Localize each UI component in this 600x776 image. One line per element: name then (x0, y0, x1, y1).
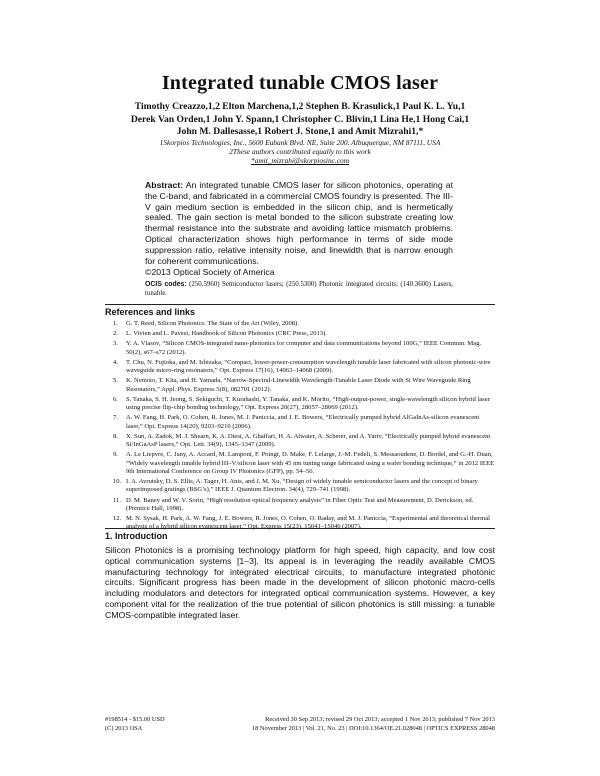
author-line: John M. Dallesasse,1 Robert J. Stone,1 and Amit Mizrahi1,* (176, 126, 424, 137)
reference-item: 6. S. Tanaka, S. H. Jeong, S. Sekiguchi, T. Kurahashi, Y. Tanaka, and K. Morito, “High-output-power, single-wavelength silicon hybrid laser using precise flip-chip bonding technology,” Opt. Express 20(27), 28057–28069 (2012). (113, 395, 490, 412)
affiliation-line: 1Skorpios Technologies, Inc., 5600 Eubank Blvd. NE, Suite 200, Albuquerque, NM 87111, USA (159, 138, 441, 147)
affiliations (100, 138, 500, 166)
reference-item: 11. D. M. Baney and W. V. Sorin, “High resolution optical frequency analysis” in Fiber Optic Test and Measurement, D. Derickson, ed. (Prentice Hall, 1998). (113, 496, 474, 512)
reference-item: 9. A. Le Liepvre, C. Jany, A. Accard, M. Lamponi, F. Poingt, D. Make, F. Lelarge, J.-M. Fedeli, S. Messaoudene, D. Bordel, and G.-H. Duan, “Widely wavelength tunable hybrid III–V/silicon laser with 45 nm tuning range fabricated using a wafer bonding technique,” in 2012 IEEE 9th International Conference on Group IV Photonics (GFP), pp. 54–56. (113, 451, 495, 475)
osa-copyright: (C) 2013 OSA (105, 725, 143, 732)
ocis-codes (145, 281, 453, 298)
article-number: #198514 - $15.00 USD (105, 716, 165, 723)
reference-item: 4. T. Chu, N. Fujioka, and M. Ishizaka, “Compact, lower-power-consumption wavelength tunable laser fabricated with silicon photonic-wire waveguide micro-ring resonators,” Opt. Express 17(16), 14063–14068 (2009). (113, 358, 491, 375)
ocis-text: (250.5960) Semiconductor lasers; (250.5300) Photonic integrated circuits; (140.3600) Lasers, tunable. (145, 281, 453, 297)
journal-citation: 18 November 2013 | Vol. 21, No. 23 | DOI:10.1364/OE.21.028048 | OPTICS EXPRESS 28048 (251, 725, 495, 732)
author-line: Timothy Creazzo,1,2 Elton Marchena,1,2 Stephen B. Krasulick,1 Paul K. L. Yu,1 (134, 101, 466, 112)
reference-item: 1. G. T. Reed, Silicon Photonics: The State of the Art (Wiley, 2008). (113, 320, 299, 327)
reference-item: 2. L. Vivien and L. Pavesi, Handbook of Silicon Photonics (CRC Press, 2013). (113, 330, 327, 338)
author-list (110, 101, 490, 139)
reference-list (105, 320, 495, 534)
copyright-notice: ©2013 Optical Society of America (145, 267, 275, 277)
references-heading: References and links (105, 307, 196, 317)
reference-item: 10. I. A. Avrutsky, D. S. Ellis, A. Tager, H. Anis, and J. M. Xu, “Design of widely tunable semiconductor lasers and the concept of binary superimposed gratings (BSG’s),” IEEE J. Quantum Electron. 34(4), 729–741 (1998). (113, 478, 478, 494)
author-line: Derek Van Orden,1 John Y. Spann,1 Christopher C. Blivin,1 Lina He,1 Hong Cai,1 (130, 113, 470, 125)
section-divider (105, 528, 495, 529)
paper-title: Integrated tunable CMOS laser (161, 72, 439, 94)
abstract (145, 180, 453, 266)
abstract-label: Abstract: (145, 180, 184, 190)
introduction-text: Silicon Photonics is a promising technology platform for high speed, high capacity, and low cost optical communication systems [1–3]. Its appeal is in leveraging the readily available CMOS manufacturing technology for integrated electrical circuits, to manufacture integrated photonic circuits. Significant progress has been made in the development of silicon photonic macro-cells including modulators and detectors for integrated optical communication systems. However, a key component vital for the realization of the true potential of silicon photonics is still missing: a tunable CMOS-compatible integrated laser. (105, 545, 495, 620)
affiliation-note: 2These authors contributed equally to this work (229, 147, 371, 157)
introduction-heading: 1. Introduction (105, 531, 168, 541)
reference-item: 8. X. Sun, A. Zadok, M. J. Shearn, K. A. Diest, A. Ghaffari, H. A. Atwater, A. Scherer, and A. Yariv, “Electrically pumped hybrid evanescent Si/InGaAsP lasers,” Opt. Lett. 34(9), 1345–1347 (2009). (113, 432, 491, 449)
ocis-label: OCIS codes: (145, 281, 187, 288)
contact-email-link[interactable]: *amit_mizrahi@skorpiosinc.com (250, 156, 350, 166)
reference-item: 7. A. W. Fang, H. Park, O. Cohen, R. Jones, M. J. Paniccia, and J. E. Bowers, “Electrically pumped hybrid AlGaInAs-silicon evanescent laser,” Opt. Express 14(20), 9203–9210 (2006). (113, 414, 480, 430)
section-divider (105, 304, 495, 305)
abstract-text: An integrated tunable CMOS laser for silicon photonics, operating at the C-band, and fabricated in a commercial CMOS foundry is presented. The III-V gain medium section is embedded in the silicon chip, and is hermetically sealed. The gain section is metal bonded to the silicon substrate creating low thermal resistance into the substrate and avoiding lattice mismatch problems. Optical characterization shows high performance in terms of side mode suppression ratio, relative intensity noise, and linewidth that is narrow enough for coherent communications. (145, 180, 453, 266)
reference-item: 5. K. Nemoto, T. Kita, and H. Yamada, “Narrow-Spectral-Linewidth Wavelength-Tunable Laser Diode with Si Wire Waveguide Ring Resonators,” Appl. Phys. Express 5(8), 082701 (2012). (113, 377, 471, 393)
reference-item: 12. M. N. Sysak, H. Park, A. W. Fang, J. E. Bowers, R. Jones, O. Cohen, O. Raday, and M. J. Paniccia, “Experimental and theoretical thermal analysis of a hybrid silicon evanescent laser,” Opt. Express 15(23), 15041–15046 (2007). (113, 515, 490, 531)
reference-item: 3. Y. A. Vlasov, “Silicon CMOS-integrated nano-photonics for computer and data communications beyond 100G,” IEEE Commun. Mag. 50(2), s67–s72 (2012). (113, 340, 482, 356)
publication-history: Received 30 Sep 2013; revised 29 Oct 2013; accepted 1 Nov 2013; published 7 Nov 2013 (265, 716, 495, 723)
